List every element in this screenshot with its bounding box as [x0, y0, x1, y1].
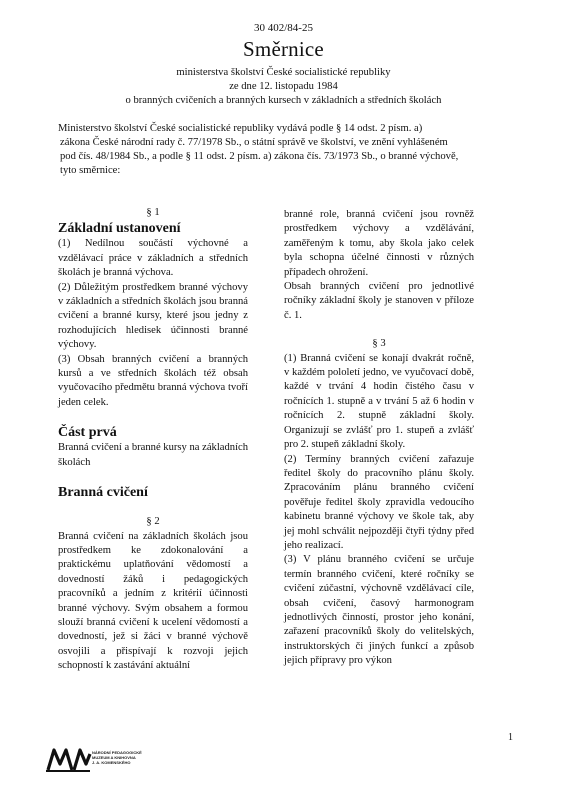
paragraph: Branná cvičení na základních školách jsou prostředkem ke zdokonalování a praktickému uplatňování vědomostí a dovedností žáků i pedagogických pracovníků a jedním z kritérií účinnosti branné výchovy. Svým obsahem a formou slouží branná cvičení k ucelení vědomostí a dovedností, jež si žáci v branné výchově osvojili a přispívají k rozvoji jejich schopností k zastávání aktuální	[58, 530, 248, 672]
paragraph: (3) V plánu branného cvičení se určuje termín branného cvičení, které ročníky se cvičení zúčastní, výchovně vzdělávací cíle, obsah cvičení, časový harmonogram jednotlivých činností, prostor jeho konání, zařazení pracovníků školy do velitelských, instruktorských či jiných funkcí a způsob jejich přípravy pro výkon	[284, 554, 474, 667]
section-mark-1: § 1	[146, 207, 160, 218]
paragraph: (1) Branná cvičení se konají dvakrát ročně, v každém pololetí jedno, ve vyučovací době, každé v trvání 4 hodin čistého času v ročnících 1. stupně a v trvání 5 až 6 hodin v ročnících 2. stupně základní školy. Organizují se zvlášť pro 1. stupeň a zvlášť pro 2. stupeň základní školy.	[284, 352, 474, 451]
page-number: 1	[508, 732, 513, 743]
subtitle-line-3: o branných cvičeních a branných kursech v základních a středních školách	[125, 95, 442, 106]
intro-paragraph	[58, 122, 523, 178]
logo-text-line: NÁRODNÍ PEDAGOGICKÉ	[92, 750, 142, 755]
logo-text-line: J. A. KOMENSKÉHO	[92, 760, 131, 765]
left-column	[58, 206, 248, 674]
section-mark-2: § 2	[146, 516, 160, 528]
subtitle-line-1: ministerstva školství České socialistické republiky	[176, 67, 391, 78]
section-mark-3: § 3	[372, 338, 386, 350]
paragraph: (2) Termíny branných cvičení zařazuje ředitel školy do pracovního plánu školy. Zpracováním plánu branného cvičení pověřuje ředitel školy zpravidla vedoucího kabinetu branné výchovy ve škole tak, aby jej mohl schválit nejpozději čtyři týdny před jeho realizací.	[284, 453, 474, 551]
logo-text-line: MUZEUM A KNIHOVNA	[92, 755, 136, 760]
right-column	[284, 208, 474, 669]
intro-line: zákona České národní rady č. 77/1978 Sb., o státní správě ve školství, ve znění vyhlášeném	[60, 137, 448, 148]
paragraph: Branná cvičení a branné kursy na základních školách	[58, 442, 249, 468]
heading-drills: Branná cvičení	[58, 485, 148, 501]
heading-basic-provisions: Základní ustanovení	[58, 221, 181, 237]
subtitle-line-2: ze dne 12. listopadu 1984	[229, 81, 338, 92]
document-number: 30 402/84-25	[254, 22, 313, 34]
paragraph: Obsah branných cvičení pro jednotlivé ročníky základní školy je stanoven v příloze č. 1.	[284, 281, 474, 321]
paragraph: (1) Nedílnou součástí výchovné a vzdělávací práce v základních a středních školách je branná výchova.	[58, 238, 248, 279]
document-title: Směrnice	[243, 37, 324, 61]
intro-line: tyto směrnice:	[60, 165, 121, 176]
intro-line: pod čís. 48/1984 Sb., a podle § 11 odst. 2 písm. a) zákona čís. 73/1973 Sb., o branné výchově,	[60, 151, 459, 162]
intro-line: Ministerstvo školství České socialistické republiky vydává podle § 14 odst. 2 písm. a)	[58, 123, 423, 134]
museum-logo-text	[92, 750, 162, 765]
heading-part-one: Část prvá	[58, 425, 117, 441]
paragraph: (2) Důležitým prostředkem branné výchovy v základních a středních školách jsou branná cvičení a branné kursy, které jsou jedny z rozhodujících hledisek účinnosti branné výchovy.	[58, 281, 248, 351]
paragraph: (3) Obsah branných cvičení a branných kursů a ve středních školách též obsah vyučovacího předmětu branná výchova tvoří jeden celek.	[58, 353, 248, 408]
paragraph: branné role, branná cvičení jsou rovněž prostředkem výchovy a vzdělávání, zaměřeným k tomu, aby škola jako celek byla schopna účelné činnosti v různých případech ohrožení.	[284, 209, 474, 278]
